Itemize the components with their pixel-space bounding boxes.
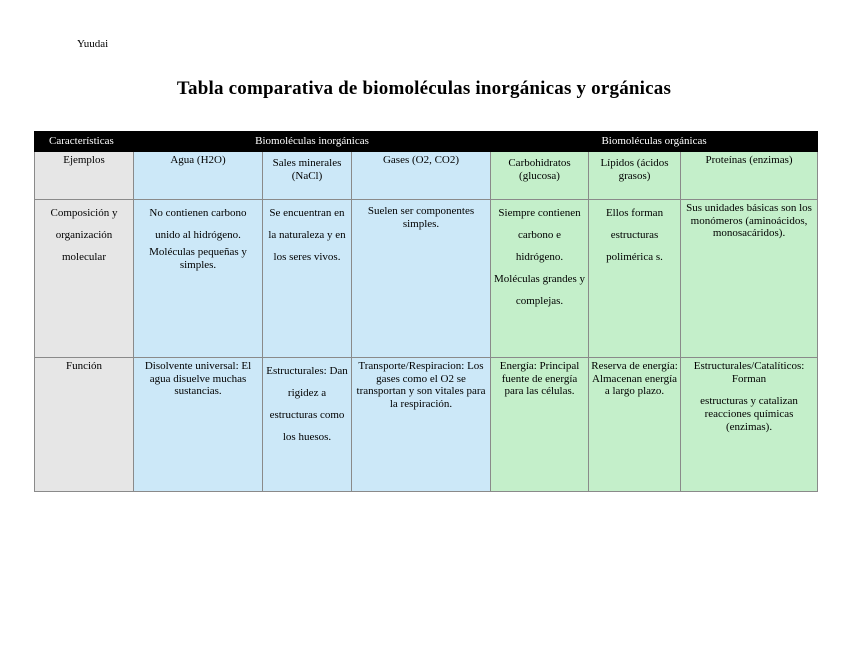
cell-function-proteinas bbox=[681, 358, 818, 492]
table-row-funcion bbox=[35, 358, 818, 492]
table-row-ejemplos bbox=[35, 152, 818, 200]
author-name: Yuudai bbox=[77, 38, 109, 50]
document-title: Tabla comparativa de biomoléculas inorgánicas y orgánicas bbox=[176, 78, 672, 99]
row-label-funcion: Función bbox=[35, 358, 134, 492]
cell-example-carbohidratos: Carbohidratos (glucosa) bbox=[491, 152, 589, 200]
cell-composition-proteinas: Sus unidades básicas son los monómeros (aminoácidos, monosacáridos). bbox=[681, 200, 818, 358]
cell-composition-carbohidratos bbox=[491, 200, 589, 358]
composition-carbohidratos-text-2: Moléculas grandes y complejas. bbox=[494, 273, 586, 307]
row-label-ejemplos: Ejemplos bbox=[35, 152, 134, 200]
comparison-table bbox=[34, 131, 818, 492]
cell-function-lipidos: Reserva de energía: Almacenan energía a largo plazo. bbox=[589, 358, 681, 492]
header-inorganic: Biomoléculas inorgánicas bbox=[134, 132, 491, 152]
cell-function-carbohidratos: Energía: Principal fuente de energía para las células. bbox=[491, 358, 589, 492]
table-row-composicion bbox=[35, 200, 818, 358]
cell-composition-lipidos: Ellos forman estructuras polimérica s. bbox=[589, 200, 681, 358]
cell-composition-agua bbox=[134, 200, 263, 358]
cell-example-proteinas: Proteínas (enzimas) bbox=[681, 152, 818, 200]
cell-example-lipidos: Lípidos (ácidos grasos) bbox=[589, 152, 681, 200]
composition-agua-text-2: Moléculas pequeñas y simples. bbox=[149, 246, 247, 271]
header-characteristics: Características bbox=[35, 132, 134, 152]
cell-example-agua: Agua (H2O) bbox=[134, 152, 263, 200]
cell-composition-sales: Se encuentran en la naturaleza y en los seres vivos. bbox=[263, 200, 352, 358]
cell-function-agua: Disolvente universal: El agua disuelve muchas sustancias. bbox=[134, 358, 263, 492]
cell-composition-gases: Suelen ser componentes simples. bbox=[352, 200, 491, 358]
row-label-composicion: Composición y organización molecular bbox=[35, 200, 134, 358]
function-proteinas-text-2: estructuras y catalizan reacciones químicas (enzimas). bbox=[700, 395, 798, 433]
cell-function-sales: Estructurales: Dan rigidez a estructuras como los huesos. bbox=[263, 358, 352, 492]
header-organic: Biomoléculas orgánicas bbox=[491, 132, 818, 152]
cell-example-gases: Gases (O2, CO2) bbox=[352, 152, 491, 200]
composition-agua-text-1: No contienen carbono unido al hidrógeno. bbox=[149, 207, 247, 241]
function-proteinas-text-1: Estructurales/Catalíticos: Forman bbox=[693, 360, 805, 385]
header-row bbox=[35, 132, 818, 152]
cell-function-gases: Transporte/Respiracion: Los gases como el O2 se transportan y son vitales para la respiración. bbox=[352, 358, 491, 492]
cell-example-sales: Sales minerales (NaCl) bbox=[263, 152, 352, 200]
composition-carbohidratos-text-1: Siempre contienen carbono e hidrógeno. bbox=[498, 207, 581, 263]
